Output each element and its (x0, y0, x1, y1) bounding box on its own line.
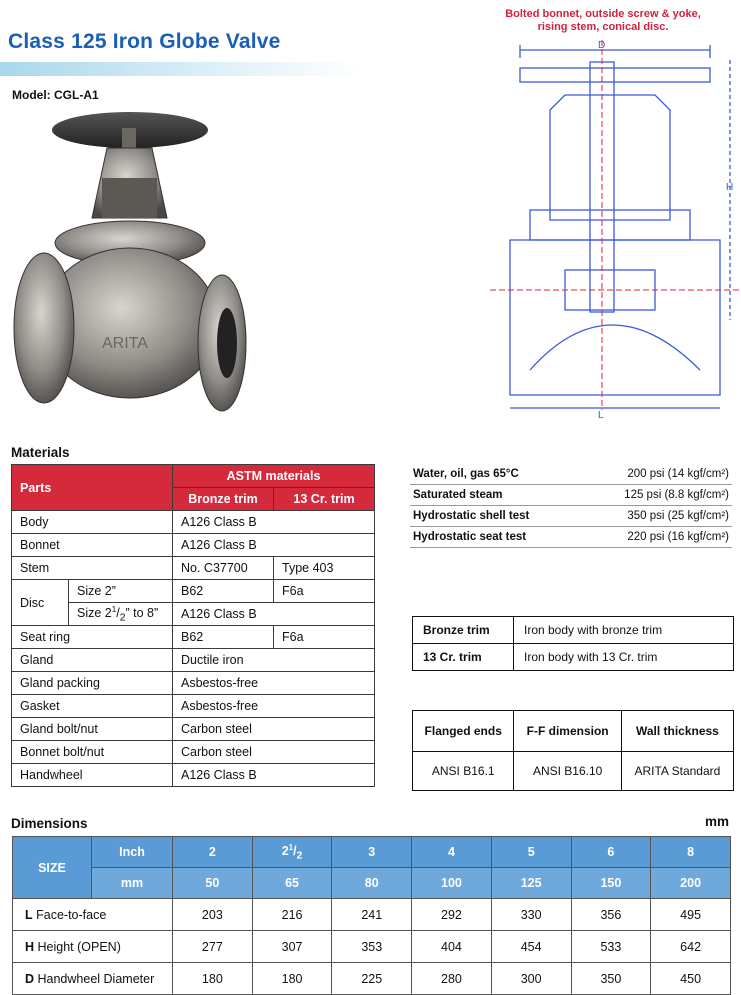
part-name: Bonnet (12, 534, 173, 557)
dimensions-table (12, 836, 731, 995)
table-row (12, 626, 375, 649)
dimension-value: 533 (571, 931, 651, 963)
part-subsize: Size 2” (69, 580, 173, 603)
table-row (12, 534, 375, 557)
dimension-value: 642 (651, 931, 731, 963)
table-row (410, 464, 732, 485)
subsize-text: Size 2 (77, 605, 112, 620)
trim-label: 13 Cr. trim (413, 644, 514, 671)
standard-value: ANSI B16.10 (514, 752, 621, 791)
standard-header: F-F dimension (514, 711, 621, 752)
part-name: Seat ring (12, 626, 173, 649)
inch-header: Inch (92, 837, 173, 868)
dimension-value: 277 (173, 931, 253, 963)
table-row (12, 672, 375, 695)
dimension-letter: H (25, 939, 35, 954)
part-name: Bonnet bolt/nut (12, 741, 173, 764)
brand-text: ARITA (102, 335, 148, 352)
table-row (12, 695, 375, 718)
part-name: Handwheel (12, 764, 173, 787)
dimension-value: 404 (412, 931, 492, 963)
size-mm: 100 (412, 868, 492, 899)
material-value: A126 Class B (173, 603, 375, 626)
diagram-caption (472, 8, 734, 34)
size-mm: 80 (332, 868, 412, 899)
header-13cr-trim: 13 Cr. trim (274, 488, 375, 511)
fraction-numerator: 1 (288, 842, 294, 852)
standards-table (412, 710, 734, 791)
materials-table (11, 464, 375, 787)
dim-label-l: L (598, 410, 604, 420)
title-underline-bar (0, 62, 360, 76)
dimension-label (13, 931, 173, 963)
dimensions-unit: mm (704, 814, 729, 829)
standard-header: Wall thickness (621, 711, 733, 752)
mm-header: mm (92, 868, 173, 899)
size-inch: 4 (412, 837, 492, 868)
trim-value: Iron body with 13 Cr. trim (514, 644, 734, 671)
table-row (12, 557, 375, 580)
dimension-label (13, 899, 173, 931)
trim-label: Bronze trim (413, 617, 514, 644)
table-row (12, 718, 375, 741)
page-title: Class 125 Iron Globe Valve (8, 30, 281, 53)
table-row (12, 764, 375, 787)
diagram-caption-line1: Bolted bonnet, outside screw & yoke, (505, 8, 701, 20)
rating-value: 350 psi (25 kgf/cm²) (579, 506, 732, 527)
size-mm: 125 (491, 868, 571, 899)
dimension-label (13, 963, 173, 995)
size-mm: 65 (252, 868, 332, 899)
material-value: F6a (274, 580, 375, 603)
fraction-denominator: 2 (296, 850, 303, 862)
valve-photo (12, 108, 247, 438)
part-name: Gland (12, 649, 173, 672)
rating-label: Saturated steam (410, 485, 579, 506)
table-row (13, 899, 731, 931)
size-inch: 6 (571, 837, 651, 868)
fraction-numerator: 1 (111, 604, 117, 614)
pressure-ratings-table (410, 464, 732, 548)
dimension-value: 280 (412, 963, 492, 995)
material-value: Type 403 (274, 557, 375, 580)
standard-value: ANSI B16.1 (413, 752, 514, 791)
table-row (12, 511, 375, 534)
dimension-value: 180 (173, 963, 253, 995)
material-value: Asbestos-free (173, 695, 375, 718)
table-row (413, 644, 734, 671)
part-name: Body (12, 511, 173, 534)
standard-header: Flanged ends (413, 711, 514, 752)
dimension-value: 307 (252, 931, 332, 963)
dimension-letter: L (25, 907, 33, 922)
diagram-caption-line2: rising stem, conical disc. (537, 21, 669, 33)
material-value: No. C37700 (173, 557, 274, 580)
size-header: SIZE (13, 837, 92, 899)
dimension-value: 495 (651, 899, 731, 931)
dimension-value: 203 (173, 899, 253, 931)
dimension-value: 450 (651, 963, 731, 995)
size-inch: 3 (332, 837, 412, 868)
subsize-text: ” to 8” (125, 605, 159, 620)
part-name: Stem (12, 557, 173, 580)
part-name: Gasket (12, 695, 173, 718)
table-row (410, 506, 732, 527)
valve-cross-section-diagram (490, 40, 740, 420)
table-row (12, 580, 375, 603)
rating-label: Water, oil, gas 65°C (410, 464, 579, 485)
header-parts: Parts (12, 465, 173, 511)
fraction-denominator: 2 (119, 612, 126, 624)
dimensions-title: Dimensions (11, 816, 88, 831)
material-value: A126 Class B (173, 534, 375, 557)
part-name: Gland packing (12, 672, 173, 695)
dimension-value: 292 (412, 899, 492, 931)
size-mm: 50 (173, 868, 253, 899)
material-value: A126 Class B (173, 511, 375, 534)
size-mm: 150 (571, 868, 651, 899)
size-mm: 200 (651, 868, 731, 899)
table-row (13, 963, 731, 995)
material-value: Ductile iron (173, 649, 375, 672)
table-row (12, 741, 375, 764)
header-bronze-trim: Bronze trim (173, 488, 274, 511)
material-value: A126 Class B (173, 764, 375, 787)
part-subsize (69, 603, 173, 626)
header-astm: ASTM materials (173, 465, 375, 488)
dimension-name: Height (OPEN) (34, 939, 121, 954)
rating-value: 220 psi (16 kgf/cm²) (579, 527, 732, 548)
dimension-name: Handwheel Diameter (34, 971, 155, 986)
size-inch: 5 (491, 837, 571, 868)
table-row (410, 485, 732, 506)
material-value: Asbestos-free (173, 672, 375, 695)
size-inch (252, 837, 332, 868)
fraction-slash: / (293, 843, 297, 858)
size-inch: 2 (173, 837, 253, 868)
dimension-value: 225 (332, 963, 412, 995)
dimension-value: 241 (332, 899, 412, 931)
material-value: B62 (173, 626, 274, 649)
materials-title: Materials (11, 445, 70, 460)
dimension-value: 300 (491, 963, 571, 995)
trim-table (412, 616, 734, 671)
dimension-name: Face-to-face (32, 907, 107, 922)
dim-label-d: D (598, 40, 606, 51)
material-value: Carbon steel (173, 718, 375, 741)
dimension-value: 180 (252, 963, 332, 995)
dimension-value: 353 (332, 931, 412, 963)
material-value: B62 (173, 580, 274, 603)
dimension-letter: D (25, 971, 35, 986)
dimension-value: 216 (252, 899, 332, 931)
table-header-row (413, 711, 734, 752)
dimension-value: 330 (491, 899, 571, 931)
table-row (410, 527, 732, 548)
model-label: Model: CGL-A1 (12, 88, 99, 102)
table-row (413, 752, 734, 791)
inch-whole: 2 (281, 843, 289, 858)
dim-label-h: H (726, 182, 734, 193)
part-name: Gland bolt/nut (12, 718, 173, 741)
standard-value: ARITA Standard (621, 752, 733, 791)
rating-value: 200 psi (14 kgf/cm²) (579, 464, 732, 485)
size-inch: 8 (651, 837, 731, 868)
rating-label: Hydrostatic shell test (410, 506, 579, 527)
dimension-value: 454 (491, 931, 571, 963)
table-row (13, 931, 731, 963)
material-value: F6a (274, 626, 375, 649)
rating-label: Hydrostatic seat test (410, 527, 579, 548)
rating-value: 125 psi (8.8 kgf/cm²) (579, 485, 732, 506)
dimension-value: 350 (571, 963, 651, 995)
material-value: Carbon steel (173, 741, 375, 764)
table-row (413, 617, 734, 644)
trim-value: Iron body with bronze trim (514, 617, 734, 644)
table-row (12, 649, 375, 672)
part-name: Disc (12, 580, 69, 626)
dimension-value: 356 (571, 899, 651, 931)
fraction-slash: / (116, 605, 120, 620)
